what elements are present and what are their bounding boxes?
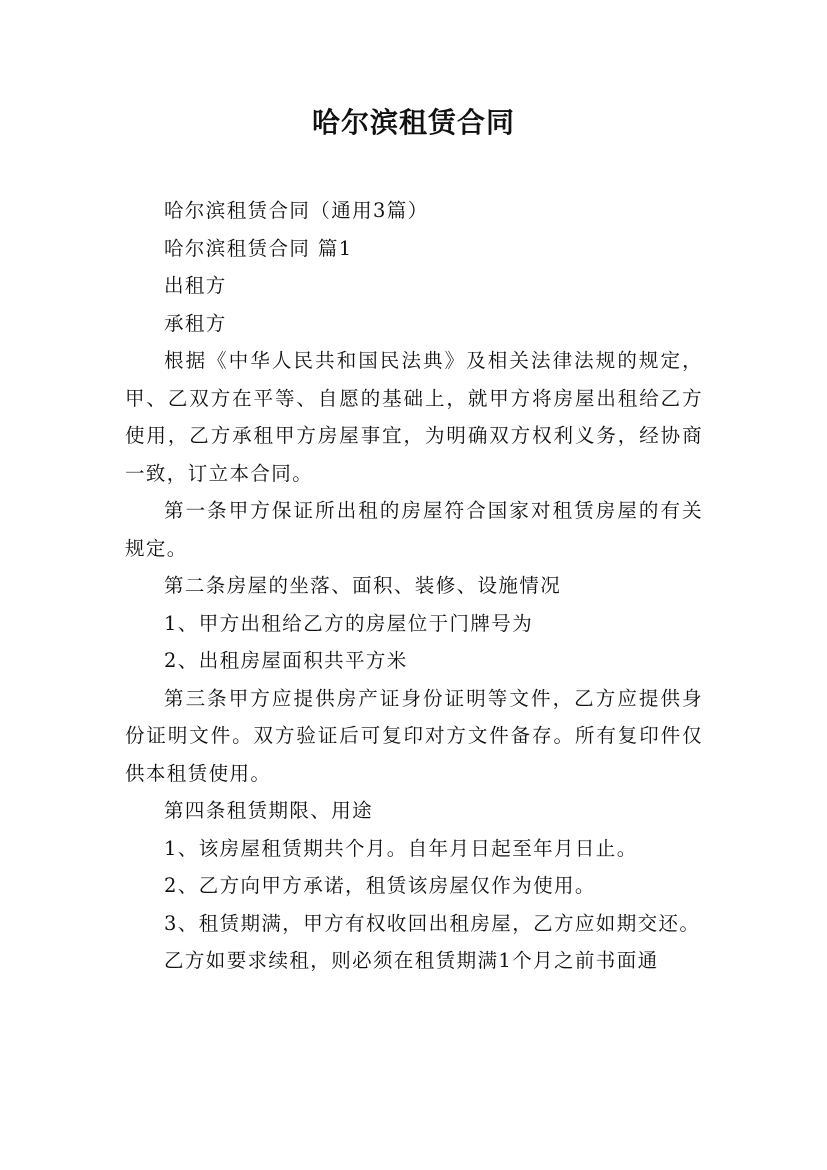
paragraph-lessee: 承租方 xyxy=(164,311,227,335)
paragraph-lessor: 出租方 xyxy=(164,274,227,297)
paragraph-preamble: 根据《中华人民共和国民法典》及相关法律法规的规定，甲、乙双方在平等、自愿的基础上，就甲方将房屋出租给乙方使用，乙方承租甲方房屋事宜，为明确双方权利义务，经协商一致，订立本合同。 xyxy=(125,349,703,485)
paragraph-article-3: 第三条甲方应提供房产证身份证明等文件，乙方应提供身份证明文件。双方验证后可复印对方文件备存。所有复印件仅供本租赁使用。 xyxy=(125,686,703,785)
paragraph-article-4-item-2: 2、乙方向甲方承诺，租赁该房屋仅作为使用。 xyxy=(164,874,596,897)
paragraph-section-heading: 哈尔滨租赁合同 篇1 xyxy=(164,236,353,260)
document-body xyxy=(125,192,703,980)
paragraph-article-4: 第四条租赁期限、用途 xyxy=(164,799,374,822)
document-title: 哈尔滨租赁合同 xyxy=(311,106,515,139)
paragraph-subtitle: 哈尔滨租赁合同（通用3篇） xyxy=(164,199,429,222)
paragraph-article-1: 第一条甲方保证所出租的房屋符合国家对租赁房屋的有关规定。 xyxy=(125,499,703,560)
paragraph-article-4-item-3: 3、租赁期满，甲方有权收回出租房屋，乙方应如期交还。 xyxy=(164,911,701,935)
paragraph-article-2-item-2: 2、出租房屋面积共平方米 xyxy=(164,649,408,672)
paragraph-renewal: 乙方如要求续租，则必须在租赁期满1个月之前书面通 xyxy=(164,949,659,972)
paragraph-article-2: 第二条房屋的坐落、面积、装修、设施情况 xyxy=(164,574,562,597)
paragraph-article-4-item-1: 1、该房屋租赁期共个月。自年月日起至年月日止。 xyxy=(164,836,638,860)
paragraph-article-2-item-1: 1、甲方出租给乙方的房屋位于门牌号为 xyxy=(164,611,534,635)
